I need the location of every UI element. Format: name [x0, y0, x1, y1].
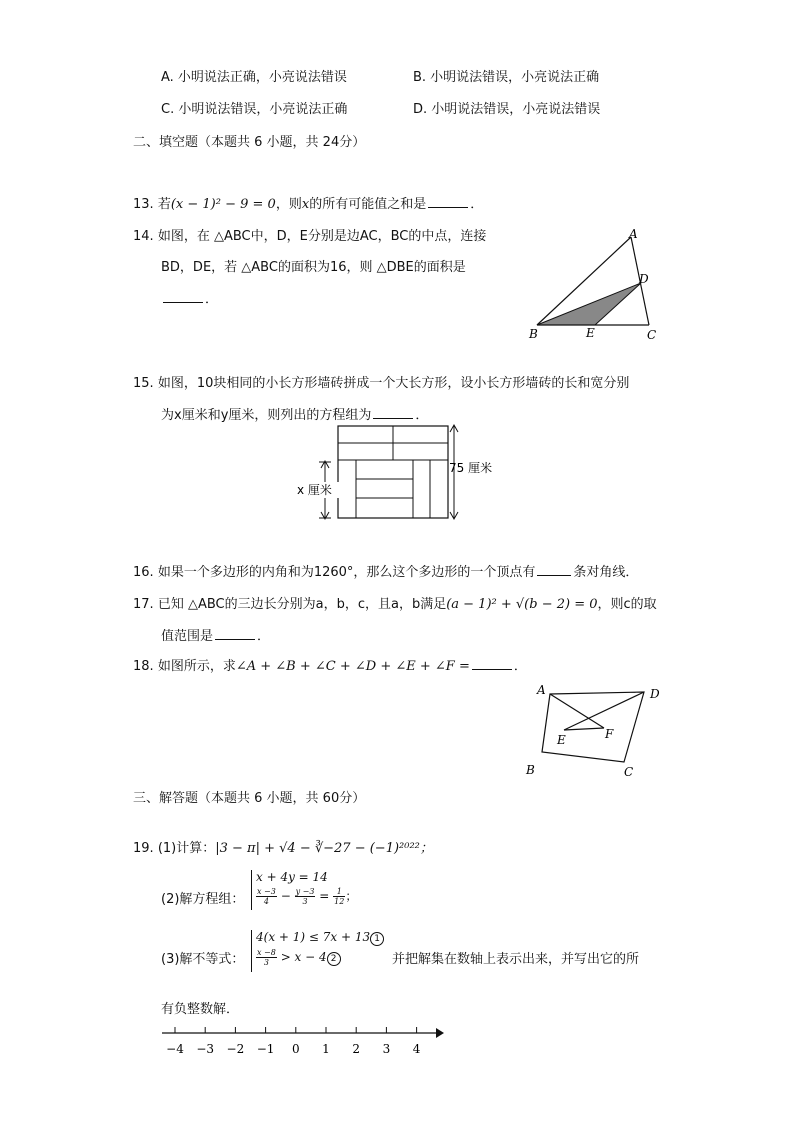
q19-p3-eq2: $\frac{x -8}{3}$ > x − 4 2: [256, 948, 341, 967]
q19-p1-label: (1)计算：: [157, 841, 216, 856]
q18-answer-blank[interactable]: [472, 659, 512, 670]
q17-end: ．: [257, 629, 271, 644]
axis-tick-label: 1: [322, 1042, 330, 1056]
q14-end: ．: [205, 292, 219, 307]
q14-line1: [133, 225, 486, 244]
number-line-arrow: [436, 1028, 444, 1038]
q17-post: ，则c的取: [597, 597, 657, 612]
frac-x: $\frac{x -3}{4}$: [257, 887, 276, 906]
q13-expr: (x − 1)² − 9 = 0: [170, 197, 276, 212]
q19-number: 19.: [133, 841, 154, 856]
q15-line1: [133, 372, 629, 391]
axis-tick-label: −4: [166, 1042, 184, 1056]
q14-number: 14.: [133, 229, 154, 244]
q17-number: 17.: [133, 597, 154, 612]
q14-line3: [161, 288, 218, 307]
q13-number: 13.: [133, 197, 154, 212]
label-c: C: [624, 765, 634, 779]
q18-expr: ∠A + ∠B + ∠C + ∠D + ∠E + ∠F =: [235, 659, 470, 674]
section-2-heading: 二、填空题（本题共 6 小题，共 24分）: [133, 135, 366, 150]
q16-pre: 如果一个多边形的内角和为1260°，那么这个多边形的一个顶点有: [157, 565, 536, 580]
option-c[interactable]: C. 小明说法错误，小亮说法正确: [161, 102, 348, 117]
q19-p3-line2: 有负整数解．: [161, 1002, 240, 1017]
option-a[interactable]: A. 小明说法正确，小亮说法错误: [161, 70, 347, 85]
section-3-heading: 三、解答题（本题共 6 小题，共 60分）: [133, 791, 366, 806]
label-a: A: [629, 227, 638, 241]
number-line[interactable]: [150, 1020, 450, 1060]
quadrilateral: [542, 692, 644, 762]
label-f: F: [605, 727, 614, 741]
label-a: A: [537, 683, 546, 697]
q14-triangle-figure: [525, 225, 665, 345]
q16-number: 16.: [133, 565, 154, 580]
q14-text-1: 如图，在 △ABC中，D，E分别是边AC，BC的中点，连接: [157, 229, 487, 244]
axis-tick-label: 0: [291, 1042, 300, 1056]
shaded-triangle-dbe: [537, 283, 641, 325]
q13-var: x: [301, 197, 310, 212]
q16-answer-blank[interactable]: [537, 565, 571, 576]
q16: [133, 561, 638, 580]
q19-p2-label: (2)解方程组：: [161, 892, 245, 907]
q13-pre: 若: [157, 197, 171, 212]
q17-text-2: 值范围是: [161, 629, 214, 644]
q15-brick-figure: [290, 418, 510, 528]
q19-p1-expr: |3 − π| + √4 − ∛−27 − (−1)²⁰²²；: [215, 841, 433, 856]
q19-p2-brace: [251, 870, 252, 910]
q15-number: 15.: [133, 376, 154, 391]
q17-answer-blank[interactable]: [215, 629, 255, 640]
axis-tick-label: −2: [226, 1042, 245, 1056]
number-line-ticks: [166, 1027, 421, 1056]
axis-tick-label: 4: [412, 1042, 421, 1056]
label-e: E: [557, 733, 566, 747]
q17-pre: 已知 △ABC的三边长分别为a，b，c，且a，b满足: [157, 597, 447, 612]
option-d[interactable]: D. 小明说法错误，小亮说法错误: [413, 102, 601, 117]
q19-p3-eq1: 4(x + 1) ≤ 7x + 13 1: [256, 930, 384, 946]
q19-p2-eq2: $\frac{x -3}{4}$ − $\frac{y -3}{3}$ = $\frac{1}{12}$ ；: [257, 887, 358, 906]
q13-mid: ，则: [275, 197, 302, 212]
q18-end: ．: [513, 659, 527, 674]
q13-end: ．: [470, 197, 484, 212]
q19-part1: [133, 837, 433, 856]
label-c: C: [647, 328, 657, 342]
q17-line2: [161, 625, 270, 644]
q13-answer-blank[interactable]: [428, 197, 468, 208]
q13: [133, 193, 483, 212]
axis-tick-label: 3: [382, 1042, 391, 1056]
label-b: B: [529, 327, 538, 341]
axis-tick-label: 2: [352, 1042, 361, 1056]
segment-ef: [564, 728, 604, 730]
q18-pre: 如图所示，求: [157, 659, 236, 674]
q19-p3-post: 并把解集在数轴上表示出来，并写出它的所: [392, 952, 640, 967]
circled-1: 1: [370, 932, 384, 946]
frac-x8: $\frac{x -8}{3}$: [257, 948, 276, 967]
q17-line1: [133, 593, 657, 612]
circled-2: 2: [327, 952, 341, 966]
q18-angle-figure: [520, 680, 670, 780]
height-label: 75 厘米: [449, 461, 493, 475]
q13-post: 的所有可能值之和是: [309, 197, 427, 212]
x-label: x 厘米: [297, 483, 332, 497]
label-d: D: [650, 687, 660, 701]
frac-y: $\frac{y -3}{3}$: [295, 887, 315, 906]
q19-p3-brace: [251, 930, 252, 972]
segment-af: [550, 694, 604, 728]
axis-tick-label: −1: [256, 1042, 275, 1056]
q18-number: 18.: [133, 659, 154, 674]
option-b[interactable]: B. 小明说法错误，小亮说法正确: [413, 70, 600, 85]
q15-text-1: 如图，10块相同的小长方形墙砖拼成一个大长方形，设小长方形墙砖的长和宽分别: [157, 376, 630, 391]
label-d: D: [639, 272, 649, 286]
label-e: E: [586, 326, 595, 340]
axis-tick-label: −3: [196, 1042, 215, 1056]
q15-end: ．: [415, 408, 429, 423]
q14-line2: BD，DE，若 △ABC的面积为16，则 △DBE的面积是: [161, 260, 466, 275]
q18: [133, 655, 527, 674]
frac-const: $\frac{1}{12}$: [334, 887, 345, 906]
q19-p2-eq1: x + 4y = 14: [256, 870, 328, 884]
q17-expr: (a − 1)² + √(b − 2) = 0: [446, 597, 598, 612]
q14-answer-blank[interactable]: [163, 292, 203, 303]
q19-p3-label: (3)解不等式：: [161, 952, 245, 967]
q16-post: 条对角线．: [573, 565, 639, 580]
label-b: B: [526, 763, 535, 777]
q15-text-2: 为x厘米和y厘米，则列出的方程组为: [161, 408, 372, 423]
